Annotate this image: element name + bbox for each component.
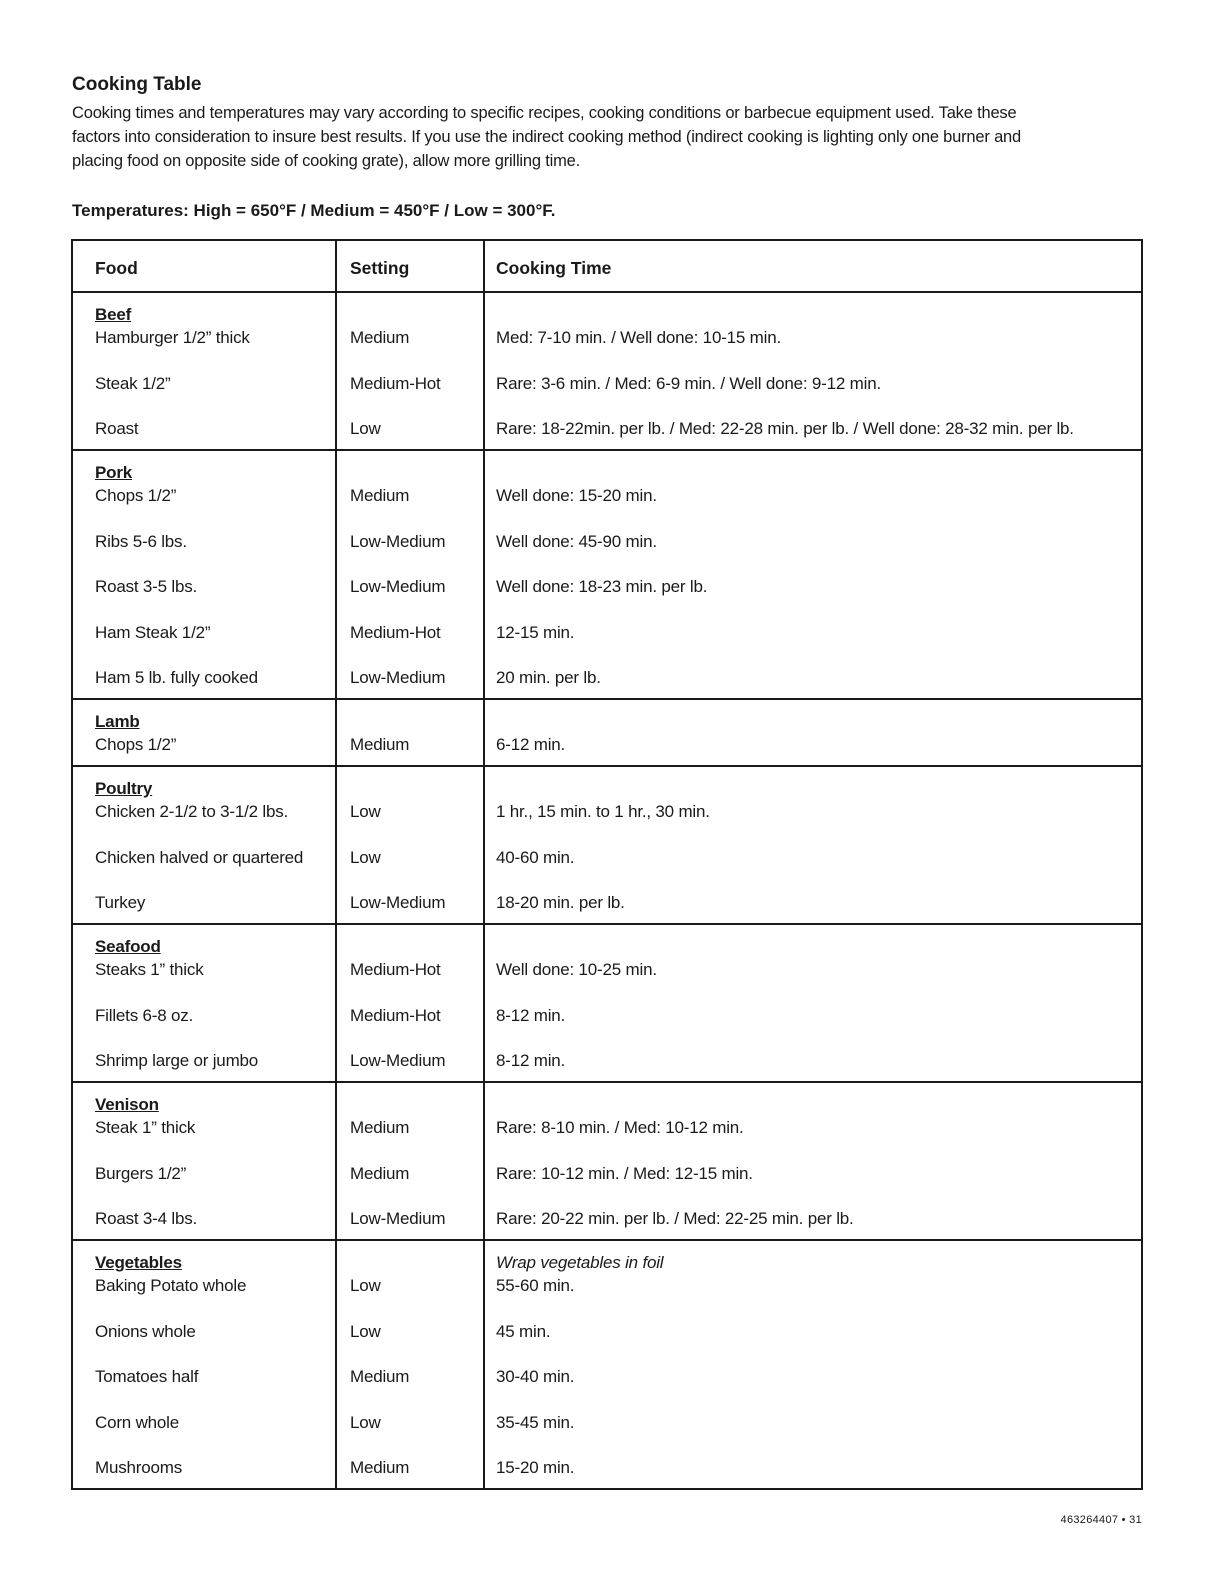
food-cell: Chicken 2-1/2 to 3-1/2 lbs. (95, 802, 289, 821)
food-cell: Ribs 5-6 lbs. (95, 531, 187, 551)
column-header-food: Food (73, 241, 337, 291)
spacer (496, 935, 1141, 959)
food-cell: Ham 5 lb. fully cooked (95, 668, 258, 687)
group-title: Lamb (95, 712, 140, 731)
intro-paragraph (72, 101, 1152, 173)
food-cell: Shrimp large or jumbo (95, 1051, 259, 1070)
group-title: Pork (95, 463, 132, 482)
food-column (73, 700, 337, 765)
setting-cell: Low-Medium (350, 1209, 446, 1228)
group-title: Vegetables (95, 1253, 182, 1272)
setting-cell: Low-Medium (350, 577, 446, 596)
setting-cell: Low (350, 1276, 381, 1295)
setting-cell: Medium (350, 1458, 410, 1477)
setting-cell: Low (350, 847, 381, 867)
group-title: Seafood (95, 937, 161, 956)
setting-column (337, 293, 485, 449)
cooking-time-column (485, 700, 1141, 765)
setting-cell: Low-Medium (350, 1051, 446, 1070)
cooking-time-column (485, 1083, 1141, 1239)
food-group-seafood (73, 925, 1141, 1083)
setting-column (337, 1083, 485, 1239)
cooking-time-cell: 20 min. per lb. (496, 668, 601, 687)
cooking-time-cell: 40-60 min. (496, 847, 575, 867)
setting-column (337, 451, 485, 698)
food-cell: Steak 1/2” (95, 373, 171, 393)
page-title: Cooking Table (72, 74, 202, 95)
setting-cell: Low (350, 802, 381, 821)
spacer (350, 461, 483, 485)
food-cell: Mushrooms (95, 1458, 183, 1477)
setting-cell: Low-Medium (350, 893, 446, 912)
food-column (73, 451, 337, 698)
setting-cell: Medium-Hot (350, 1005, 441, 1025)
setting-cell: Medium (350, 486, 410, 505)
cooking-time-cell: Rare: 18-22min. per lb. / Med: 22-28 min. per lb. / Well done: 28-32 min. per lb. (496, 419, 1074, 438)
cooking-time-cell: 35-45 min. (496, 1412, 575, 1432)
cooking-time-cell: Well done: 15-20 min. (496, 486, 657, 505)
setting-cell: Medium (350, 1367, 410, 1386)
cooking-table (71, 239, 1143, 1490)
cooking-time-cell: Rare: 20-22 min. per lb. / Med: 22-25 min. per lb. (496, 1209, 854, 1228)
cooking-time-cell: 12-15 min. (496, 622, 575, 642)
spacer (350, 303, 483, 327)
food-column (73, 293, 337, 449)
setting-cell: Medium-Hot (350, 622, 441, 642)
cooking-time-cell: 8-12 min. (496, 1051, 566, 1070)
setting-cell: Low-Medium (350, 531, 446, 551)
cooking-time-cell: 8-12 min. (496, 1005, 566, 1025)
column-header-cooking-time: Cooking Time (496, 258, 612, 278)
food-cell: Tomatoes half (95, 1367, 199, 1386)
cooking-time-cell: 15-20 min. (496, 1458, 575, 1477)
spacer (350, 777, 483, 801)
food-cell: Chops 1/2” (95, 735, 177, 754)
spacer (350, 935, 483, 959)
setting-cell: Medium-Hot (350, 373, 441, 393)
food-column (73, 767, 337, 923)
cooking-time-cell: Well done: 10-25 min. (496, 960, 657, 979)
column-header-setting: Setting (337, 241, 485, 291)
cooking-time-cell: 45 min. (496, 1321, 551, 1341)
food-group-lamb (73, 700, 1141, 767)
spacer (496, 1093, 1141, 1117)
food-cell: Baking Potato whole (95, 1276, 247, 1295)
food-cell: Onions whole (95, 1321, 196, 1341)
food-cell: Hamburger 1/2” thick (95, 328, 250, 347)
food-group-pork (73, 451, 1141, 700)
cooking-time-column (485, 767, 1141, 923)
cooking-time-cell: Well done: 18-23 min. per lb. (496, 577, 708, 596)
cooking-time-cell: Well done: 45-90 min. (496, 531, 657, 551)
table-header (73, 241, 1141, 293)
group-title: Poultry (95, 779, 153, 798)
group-note: Wrap vegetables in foil (496, 1253, 664, 1272)
cooking-time-cell: 55-60 min. (496, 1276, 575, 1295)
setting-cell: Medium (350, 735, 410, 754)
spacer (350, 1093, 483, 1117)
setting-cell: Low (350, 1321, 381, 1341)
food-group-venison (73, 1083, 1141, 1241)
food-cell: Corn whole (95, 1412, 179, 1432)
group-title: Beef (95, 305, 132, 324)
food-column (73, 1241, 337, 1488)
food-cell: Chops 1/2” (95, 486, 177, 505)
spacer (350, 1251, 483, 1275)
food-cell: Chicken halved or quartered (95, 847, 304, 867)
food-cell: Burgers 1/2” (95, 1163, 187, 1183)
group-title: Venison (95, 1095, 159, 1114)
food-column (73, 925, 337, 1081)
cooking-time-cell: Med: 7-10 min. / Well done: 10-15 min. (496, 328, 782, 347)
cooking-time-column (485, 293, 1141, 449)
setting-cell: Medium (350, 1163, 410, 1183)
page-footer: 463264407 • 31 (1060, 1514, 1142, 1526)
intro-line: factors into consideration to insure best results. If you use the indirect cooking method (indirect cooking is lighting only one burner and (72, 128, 1021, 146)
spacer (496, 710, 1141, 734)
food-cell: Turkey (95, 893, 146, 912)
food-cell: Roast (95, 419, 139, 438)
food-cell: Steak 1” thick (95, 1118, 196, 1137)
spacer (350, 710, 483, 734)
food-cell: Steaks 1” thick (95, 960, 204, 979)
spacer (496, 461, 1141, 485)
cooking-time-column (485, 925, 1141, 1081)
intro-line: Cooking times and temperatures may vary according to specific recipes, cooking conditions or barbecue equipment used. Take these (72, 104, 1017, 122)
spacer (496, 777, 1141, 801)
setting-cell: Medium (350, 328, 410, 347)
cooking-time-cell: 30-40 min. (496, 1367, 575, 1386)
cooking-time-cell: 1 hr., 15 min. to 1 hr., 30 min. (496, 802, 710, 821)
food-cell: Roast 3-5 lbs. (95, 577, 198, 596)
food-group-beef (73, 293, 1141, 451)
cooking-time-column (485, 451, 1141, 698)
cooking-time-cell: Rare: 3-6 min. / Med: 6-9 min. / Well done: 9-12 min. (496, 373, 881, 393)
food-cell: Roast 3-4 lbs. (95, 1209, 198, 1228)
intro-line: placing food on opposite side of cooking grate), allow more grilling time. (72, 152, 580, 170)
setting-cell: Low-Medium (350, 668, 446, 687)
setting-column (337, 767, 485, 923)
setting-cell: Low (350, 419, 381, 438)
setting-cell: Low (350, 1412, 381, 1432)
setting-column (337, 925, 485, 1081)
cooking-time-cell: 18-20 min. per lb. (496, 893, 625, 912)
food-cell: Fillets 6-8 oz. (95, 1005, 194, 1025)
cooking-time-cell: Rare: 8-10 min. / Med: 10-12 min. (496, 1118, 744, 1137)
cooking-time-cell: Rare: 10-12 min. / Med: 12-15 min. (496, 1163, 753, 1183)
food-group-poultry (73, 767, 1141, 925)
food-group-vegetables (73, 1241, 1141, 1488)
setting-column (337, 1241, 485, 1488)
cooking-time-column (485, 1241, 1141, 1488)
food-column (73, 1083, 337, 1239)
food-cell: Ham Steak 1/2” (95, 622, 211, 642)
temperatures-line: Temperatures: High = 650°F / Medium = 450°F / Low = 300°F. (72, 201, 556, 220)
setting-cell: Medium-Hot (350, 960, 441, 979)
setting-column (337, 700, 485, 765)
spacer (496, 303, 1141, 327)
cooking-time-cell: 6-12 min. (496, 735, 566, 754)
setting-cell: Medium (350, 1118, 410, 1137)
